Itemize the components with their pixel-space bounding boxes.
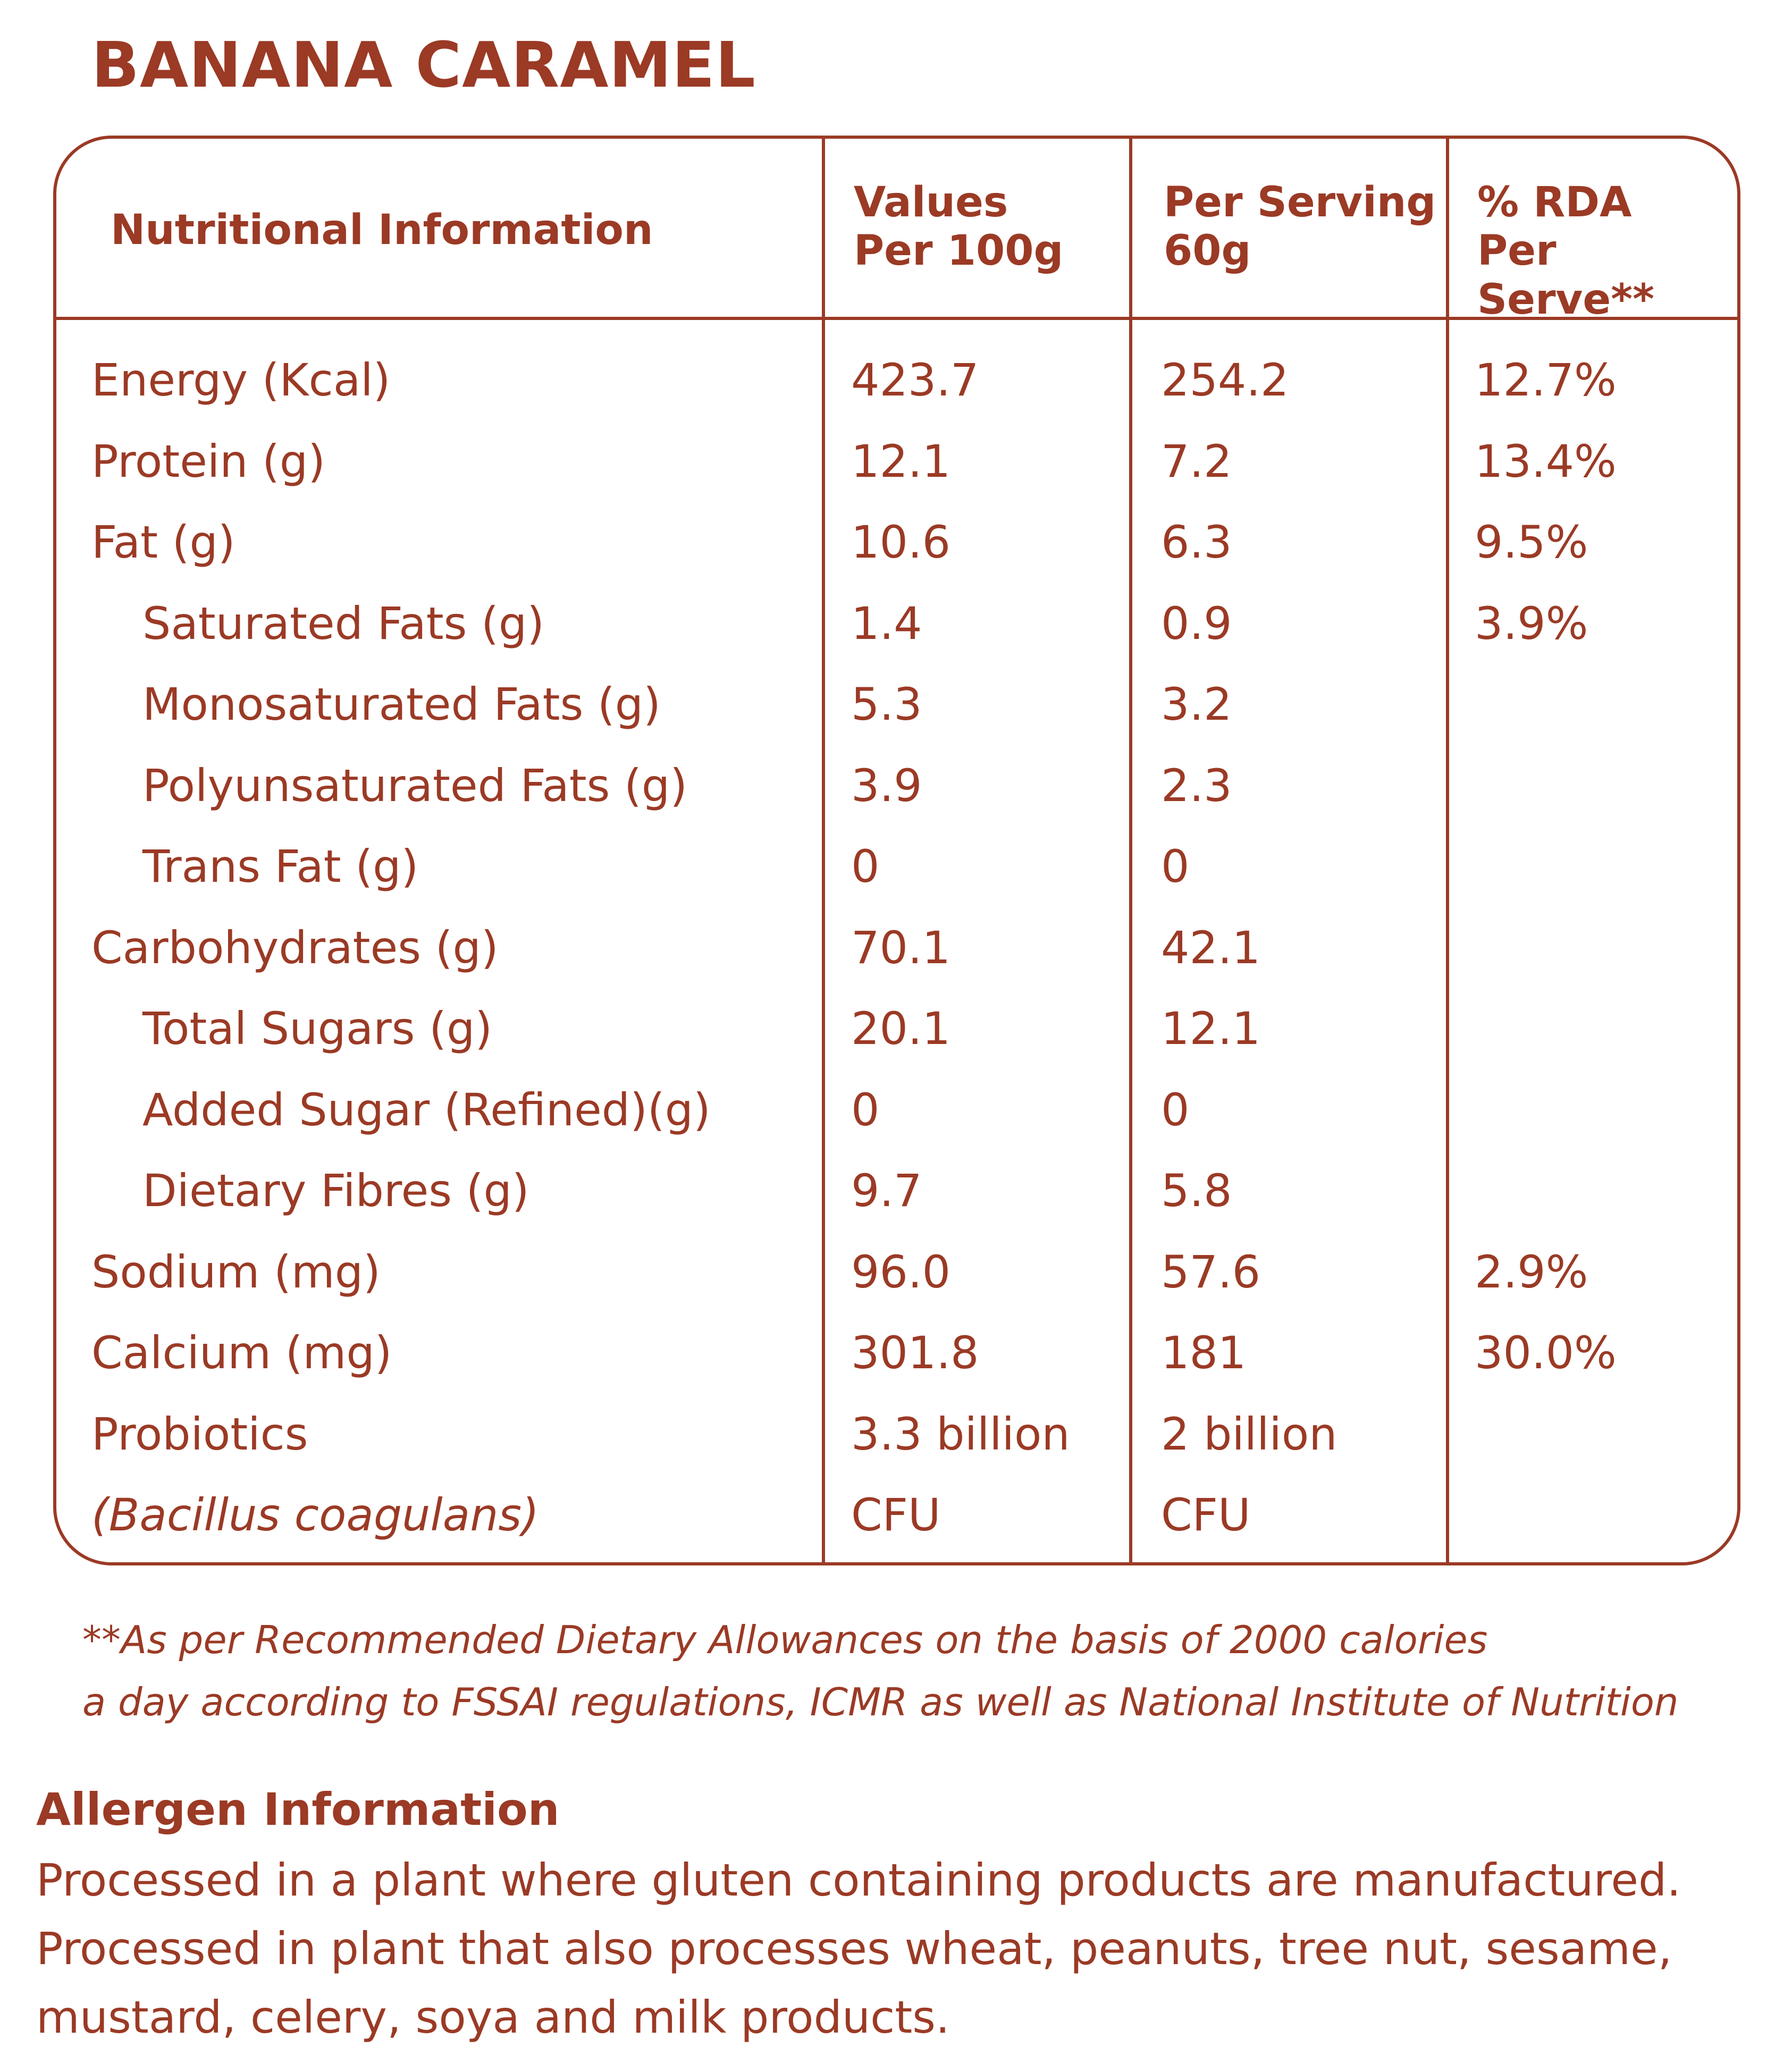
value-per-100g: 423.7: [851, 354, 979, 406]
header-values-per-100g: Values Per 100g: [854, 179, 1064, 275]
row-label: Added Sugar (Refined)(g): [142, 1083, 711, 1136]
value-per-100g: 0: [851, 1083, 880, 1136]
value-per-100g: 12.1: [851, 435, 951, 487]
footnote-line: a day according to FSSAI regulations, ICMR as well as National Institute of Nutrition: [82, 1680, 1679, 1724]
row-label: Fat (g): [91, 516, 235, 568]
value-per-100g: 10.6: [851, 516, 951, 568]
nutrition-table: [53, 136, 1740, 1565]
column-divider: [1446, 139, 1449, 1562]
value-per-100g: 96.0: [851, 1245, 951, 1298]
row-label: Total Sugars (g): [142, 1003, 493, 1055]
value-per-100g: 5.3: [851, 678, 922, 730]
value-rda: 30.0%: [1475, 1327, 1617, 1379]
value-per-serving: 0: [1161, 840, 1190, 892]
row-label: Carbohydrates (g): [91, 921, 499, 974]
header-rda: % RDA Per Serve**: [1477, 179, 1654, 324]
value-per-serving: 254.2: [1161, 354, 1289, 406]
value-per-100g: 3.3 billion: [851, 1408, 1070, 1460]
value-rda: 12.7%: [1475, 354, 1617, 406]
allergen-title: Allergen Information: [36, 1783, 560, 1835]
value-per-serving: 12.1: [1161, 1003, 1261, 1055]
value-rda: 3.9%: [1475, 597, 1588, 650]
header-per-serving: Per Serving 60g: [1164, 179, 1436, 275]
value-per-serving: CFU: [1161, 1489, 1251, 1541]
value-per-serving: 181: [1161, 1327, 1247, 1379]
value-per-100g: 301.8: [851, 1327, 979, 1379]
allergen-text-line: Processed in a plant where gluten containing products are manufactured.: [36, 1854, 1681, 1906]
value-per-serving: 0.9: [1161, 597, 1232, 650]
row-label: Trans Fat (g): [142, 840, 419, 892]
row-label: (Bacillus coagulans): [91, 1489, 539, 1541]
value-per-serving: 6.3: [1161, 516, 1232, 568]
row-label: Energy (Kcal): [91, 354, 391, 406]
row-label: Polyunsaturated Fats (g): [142, 759, 687, 812]
value-rda: 2.9%: [1475, 1245, 1588, 1298]
value-per-serving: 2 billion: [1161, 1408, 1337, 1460]
value-per-100g: 9.7: [851, 1165, 922, 1217]
value-per-serving: 3.2: [1161, 678, 1232, 730]
value-per-100g: 3.9: [851, 759, 922, 812]
allergen-text-line: mustard, celery, soya and milk products.: [36, 1991, 950, 2043]
column-divider: [822, 139, 825, 1562]
footnote-line: **As per Recommended Dietary Allowances on the basis of 2000 calories: [82, 1618, 1488, 1662]
row-label: Dietary Fibres (g): [142, 1165, 529, 1217]
row-label: Monosaturated Fats (g): [142, 678, 661, 730]
row-label: Sodium (mg): [91, 1245, 381, 1298]
row-label: Probiotics: [91, 1408, 308, 1460]
row-label: Protein (g): [91, 435, 326, 487]
value-rda: 13.4%: [1475, 435, 1617, 487]
value-per-100g: 20.1: [851, 1003, 951, 1055]
header-nutritional-information: Nutritional Information: [111, 206, 653, 254]
value-per-serving: 57.6: [1161, 1245, 1261, 1298]
product-title: BANANA CARAMEL: [91, 28, 756, 102]
value-rda: 9.5%: [1475, 516, 1588, 568]
value-per-100g: 0: [851, 840, 880, 892]
value-per-serving: 0: [1161, 1083, 1190, 1136]
value-per-serving: 2.3: [1161, 759, 1232, 812]
value-per-100g: CFU: [851, 1489, 941, 1541]
value-per-serving: 42.1: [1161, 921, 1261, 974]
value-per-serving: 5.8: [1161, 1165, 1232, 1217]
column-divider: [1129, 139, 1132, 1562]
value-per-100g: 1.4: [851, 597, 922, 650]
value-per-serving: 7.2: [1161, 435, 1232, 487]
value-per-100g: 70.1: [851, 921, 951, 974]
row-label: Calcium (mg): [91, 1327, 392, 1379]
row-label: Saturated Fats (g): [142, 597, 544, 650]
allergen-text-line: Processed in plant that also processes wheat, peanuts, tree nut, sesame,: [36, 1923, 1672, 1975]
